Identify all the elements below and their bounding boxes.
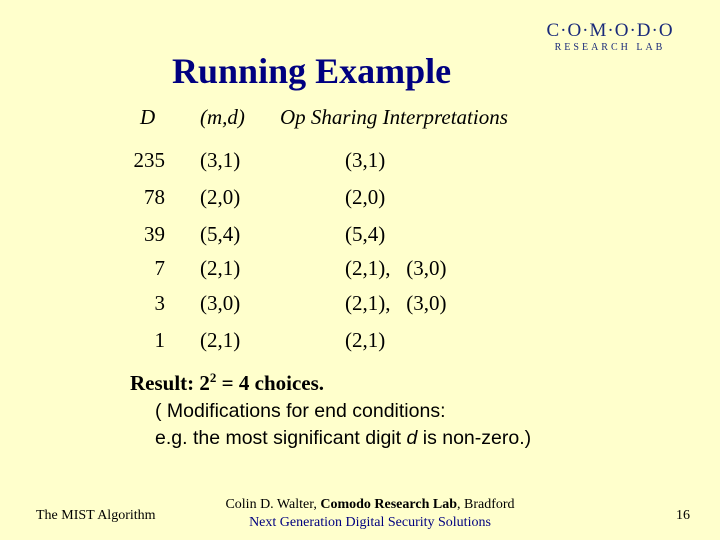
row-d: 235 (133, 148, 165, 172)
row-md: (2,1) (200, 256, 241, 280)
row-op: (5,4) (345, 222, 386, 246)
footer-author-line (220, 496, 520, 514)
row-d: 3 (154, 291, 165, 315)
header-d: D (140, 105, 156, 129)
row-op: (2,1), (3,0) (345, 291, 447, 315)
row-d: 78 (144, 185, 165, 209)
result-prefix: Result: 2 (130, 371, 210, 395)
footer-title: The MIST Algorithm (36, 508, 156, 523)
note-line-1: ( Modifications for end conditions: (155, 400, 446, 422)
result-exponent: 2 (209, 370, 217, 385)
logo-subtitle: RESEARCH LAB (554, 42, 666, 53)
result-line (130, 370, 324, 396)
logo-wordmark: C·O·M·O·D·O (546, 20, 674, 41)
row-op: (2,1), (3,0) (345, 256, 447, 280)
page-number: 16 (676, 508, 690, 523)
row-op: (2,0) (345, 185, 386, 209)
footer-location: , Bradford (456, 497, 515, 512)
row-md: (2,1) (200, 328, 241, 352)
row-op: (3,1) (345, 148, 386, 172)
note-text: e.g. the most significant digit (155, 427, 407, 449)
row-md: (5,4) (200, 222, 241, 246)
footer-tagline: Next Generation Digital Security Solutions (249, 515, 491, 530)
row-md: (3,1) (200, 148, 241, 172)
row-op: (2,1) (345, 328, 386, 352)
footer-credits (220, 496, 520, 532)
row-md: (3,0) (200, 291, 241, 315)
header-md: (m,d) (200, 105, 245, 129)
row-d: 39 (144, 222, 165, 246)
result-suffix: = 4 choices. (216, 371, 325, 395)
note-text-end: is non-zero.) (417, 427, 532, 449)
header-op: Op Sharing Interpretations (280, 105, 508, 129)
slide-title: Running Example (172, 51, 452, 91)
row-d: 7 (154, 256, 165, 280)
comodo-logo (520, 20, 700, 54)
row-d: 1 (154, 328, 165, 352)
note-line-2 (155, 427, 531, 450)
row-md: (2,0) (200, 185, 241, 209)
footer-author: Colin D. Walter, (225, 497, 321, 512)
note-variable: d (406, 427, 418, 449)
footer-org: Comodo Research Lab (320, 497, 457, 512)
